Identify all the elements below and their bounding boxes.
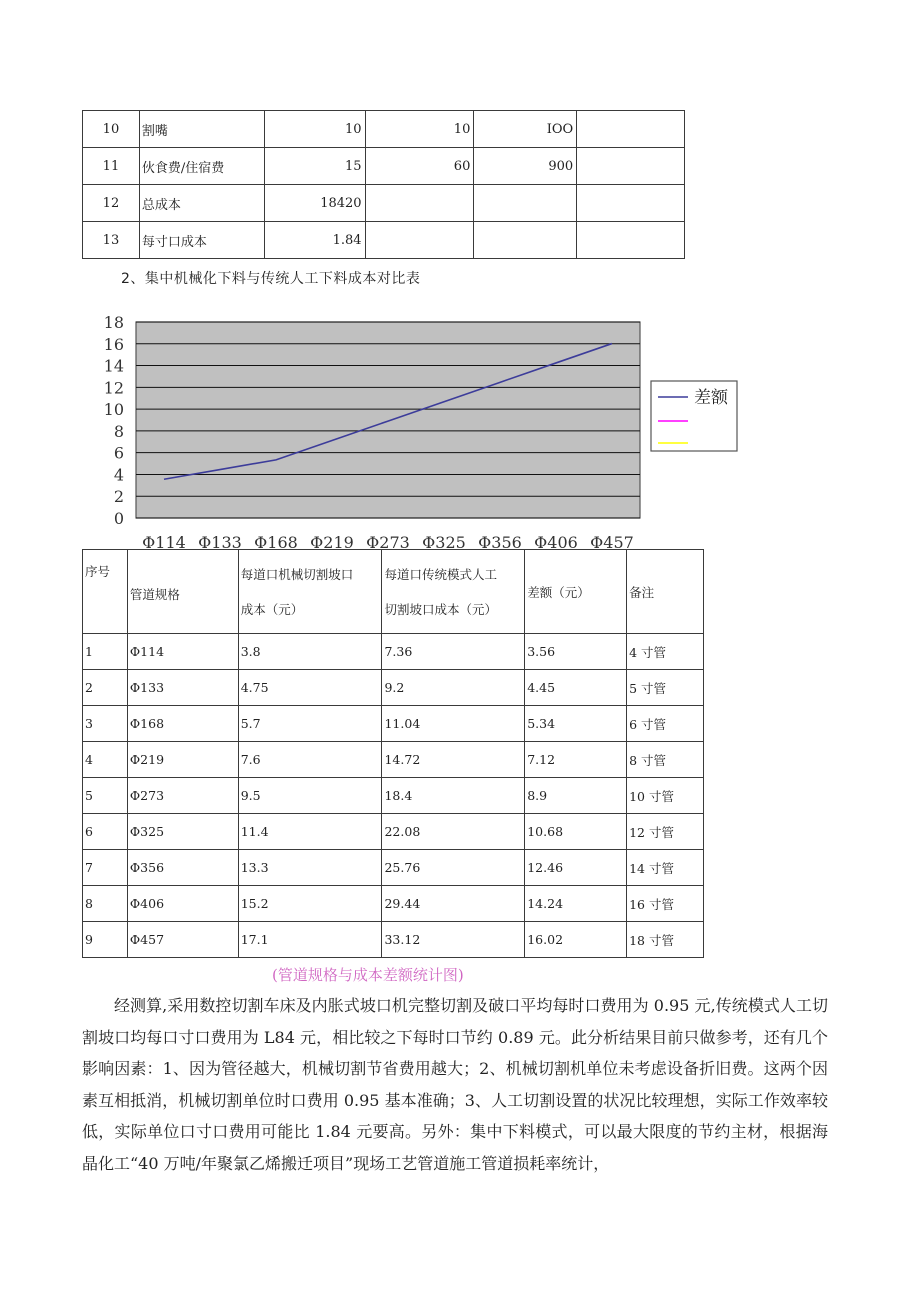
- manual-cost: 29.44: [382, 886, 525, 922]
- mechanical-cost: 15.2: [238, 886, 382, 922]
- x-tick-label: Φ356: [478, 533, 522, 548]
- table-row: [83, 185, 685, 222]
- column-header: 备注: [627, 550, 704, 634]
- row-number: 12: [83, 185, 140, 222]
- cost-difference: 3.56: [525, 634, 627, 670]
- cell-value: 15: [264, 148, 365, 185]
- header-line: 切割坡口成本（元）: [384, 601, 497, 617]
- pipe-spec: Φ133: [127, 670, 238, 706]
- column-header: [238, 550, 382, 634]
- body-paragraph-block: [82, 990, 828, 1179]
- manual-cost: 9.2: [382, 670, 525, 706]
- pipe-spec: Φ457: [127, 922, 238, 958]
- row-number: 5: [83, 778, 128, 814]
- cost-breakdown-table: [82, 110, 685, 259]
- chart-legend: [650, 380, 740, 454]
- row-number: 9: [83, 922, 128, 958]
- manual-cost: 25.76: [382, 850, 525, 886]
- cell-value: [577, 185, 685, 222]
- pipe-spec: Φ219: [127, 742, 238, 778]
- pipe-spec: Φ273: [127, 778, 238, 814]
- table-row: [83, 886, 704, 922]
- mechanical-cost: 9.5: [238, 778, 382, 814]
- table-row: [83, 742, 704, 778]
- pipe-spec: Φ114: [127, 634, 238, 670]
- row-number: 4: [83, 742, 128, 778]
- pipe-spec: Φ356: [127, 850, 238, 886]
- cell-value: [474, 222, 577, 259]
- y-tick-label: 2: [113, 487, 124, 507]
- cost-difference: 16.02: [525, 922, 627, 958]
- y-tick-label: 8: [113, 421, 124, 441]
- pipe-spec: Φ325: [127, 814, 238, 850]
- y-axis-ticks: [104, 316, 124, 528]
- manual-cost: 18.4: [382, 778, 525, 814]
- cell-value: 60: [365, 148, 474, 185]
- table-row: [83, 111, 685, 148]
- row-number: 6: [83, 814, 128, 850]
- mechanical-cost: 3.8: [238, 634, 382, 670]
- table-header-row: [83, 550, 704, 634]
- table-row: [83, 778, 704, 814]
- x-tick-label: Φ325: [422, 533, 466, 548]
- cell-value: [365, 185, 474, 222]
- y-tick-label: 16: [103, 334, 124, 354]
- x-tick-label: Φ168: [254, 533, 298, 548]
- cell-value: 1.84: [264, 222, 365, 259]
- remark: 4 寸管: [627, 634, 704, 670]
- cell-value: [577, 111, 685, 148]
- mechanical-cost: 11.4: [238, 814, 382, 850]
- cost-difference: 10.68: [525, 814, 627, 850]
- cell-value: [474, 185, 577, 222]
- y-tick-label: 12: [103, 378, 124, 398]
- x-tick-label: Φ273: [366, 533, 410, 548]
- mechanical-cost: 17.1: [238, 922, 382, 958]
- table-row: [83, 670, 704, 706]
- column-header: 序号: [83, 550, 128, 634]
- plot-area: [136, 322, 640, 518]
- header-line: 成本（元）: [240, 601, 304, 617]
- item-name: 总成本: [139, 185, 264, 222]
- cost-difference: 4.45: [525, 670, 627, 706]
- cost-difference: 7.12: [525, 742, 627, 778]
- remark: 12 寸管: [627, 814, 704, 850]
- row-number: 10: [83, 111, 140, 148]
- cost-difference: 8.9: [525, 778, 627, 814]
- cell-value: 18420: [264, 185, 365, 222]
- row-number: 8: [83, 886, 128, 922]
- x-tick-label: Φ114: [142, 533, 186, 548]
- remark: 18 寸管: [627, 922, 704, 958]
- manual-cost: 22.08: [382, 814, 525, 850]
- mechanical-cost: 7.6: [238, 742, 382, 778]
- header-line: 每道口机械切割坡口: [240, 566, 354, 582]
- row-number: 1: [83, 634, 128, 670]
- y-tick-label: 18: [103, 316, 124, 332]
- mechanical-cost: 13.3: [238, 850, 382, 886]
- row-number: 7: [83, 850, 128, 886]
- y-tick-label: 14: [103, 356, 124, 376]
- pipe-spec: Φ168: [127, 706, 238, 742]
- cell-value: 10: [365, 111, 474, 148]
- row-number: 13: [83, 222, 140, 259]
- body-paragraph: 经测算,采用数控切割车床及内胀式坡口机完整切割及破口平均每时口费用为 0.95 元,传统模式人工切割坡口均每口寸口费用为 L84 元，相比较之下每时口节约 0.89 元。此分析结果目前只做参考，还有几个影响因素：1、因为管径越大，机械切割节省费用越大；2、机械切割机单位未考虑设备折旧费。这两个因素互相抵消，机械切割单位时口费用 0.95 基本准确；3、人工切割设置的状况比较理想，实际工作效率较低，实际单位口寸口费用可能比 1.84 元要高。另外：集中下料模式，可以最大限度的节约主材，根据海晶化工“40 万吨/年聚氯乙烯搬迁项目”现场工艺管道施工管道损耗率统计，: [82, 996, 828, 1173]
- y-tick-label: 4: [113, 465, 124, 485]
- column-header: [382, 550, 525, 634]
- table-row: [83, 922, 704, 958]
- table-row: [83, 148, 685, 185]
- manual-cost: 33.12: [382, 922, 525, 958]
- remark: 5 寸管: [627, 670, 704, 706]
- table-row: [83, 634, 704, 670]
- cost-comparison-table: [82, 549, 704, 958]
- cell-value: 10: [264, 111, 365, 148]
- cell-value: IOO: [474, 111, 577, 148]
- remark: 6 寸管: [627, 706, 704, 742]
- x-tick-label: Φ133: [198, 533, 242, 548]
- mechanical-cost: 5.7: [238, 706, 382, 742]
- x-tick-label: Φ219: [310, 533, 354, 548]
- row-number: 11: [83, 148, 140, 185]
- cell-value: [577, 148, 685, 185]
- remark: 16 寸管: [627, 886, 704, 922]
- cell-value: [365, 222, 474, 259]
- table-row: [83, 850, 704, 886]
- cell-value: [577, 222, 685, 259]
- cost-difference: 5.34: [525, 706, 627, 742]
- table-row: [83, 814, 704, 850]
- remark: 10 寸管: [627, 778, 704, 814]
- y-tick-label: 6: [113, 443, 124, 463]
- cost-difference-chart: [90, 316, 650, 548]
- item-name: 每寸口成本: [139, 222, 264, 259]
- manual-cost: 14.72: [382, 742, 525, 778]
- section-caption: 2、集中机械化下料与传统人工下料成本对比表: [121, 271, 421, 287]
- header-line: 每道口传统模式人工: [384, 566, 497, 582]
- x-tick-label: Φ457: [590, 533, 634, 548]
- cost-difference: 14.24: [525, 886, 627, 922]
- manual-cost: 7.36: [382, 634, 525, 670]
- legend-label: 差额: [694, 388, 728, 408]
- row-number: 2: [83, 670, 128, 706]
- item-name: 伙食费/住宿费: [139, 148, 264, 185]
- x-tick-label: Φ406: [534, 533, 578, 548]
- column-header: 差额（元）: [525, 550, 627, 634]
- x-axis-ticks: [142, 533, 634, 548]
- item-name: 割嘴: [139, 111, 264, 148]
- cost-difference: 12.46: [525, 850, 627, 886]
- y-tick-label: 10: [103, 400, 124, 420]
- figure-caption: (管道规格与成本差额统计图): [272, 966, 464, 984]
- table-row: [83, 706, 704, 742]
- cell-value: 900: [474, 148, 577, 185]
- mechanical-cost: 4.75: [238, 670, 382, 706]
- row-number: 3: [83, 706, 128, 742]
- remark: 14 寸管: [627, 850, 704, 886]
- table-row: [83, 222, 685, 259]
- y-tick-label: 0: [113, 509, 124, 528]
- pipe-spec: Φ406: [127, 886, 238, 922]
- remark: 8 寸管: [627, 742, 704, 778]
- manual-cost: 11.04: [382, 706, 525, 742]
- column-header: 管道规格: [127, 550, 238, 634]
